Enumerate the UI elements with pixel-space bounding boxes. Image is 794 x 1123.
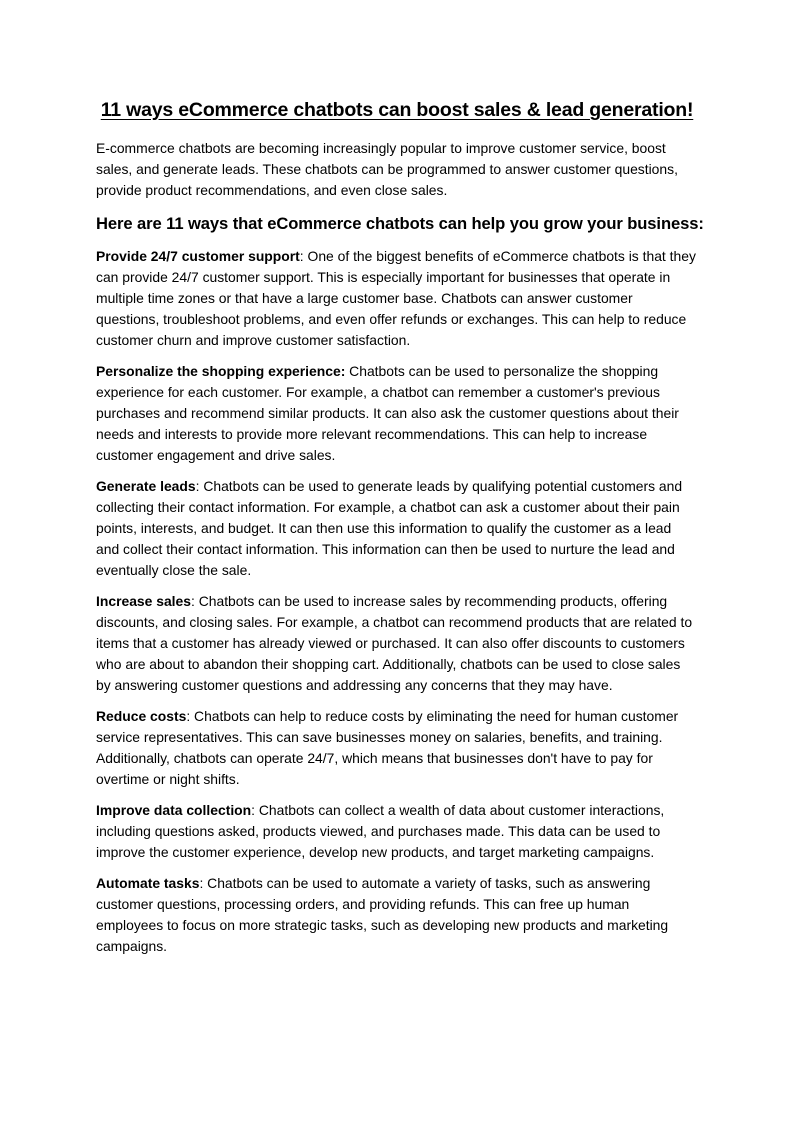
- document-title: 11 ways eCommerce chatbots can boost sales & lead generation!: [100, 99, 694, 121]
- way-paragraph-customer-support: [96, 246, 698, 351]
- way-paragraph-personalize: [96, 361, 698, 466]
- way-title: Personalize the shopping experience:: [96, 363, 346, 379]
- way-text: : Chatbots can be used to generate leads by qualifying potential customers and collecting their contact information. For example, a chatbot can ask a customer about their pain points, interests, and budget. It can then use this information to qualify the customer as a lead and collect their contact information. This information can then be used to nurture the lead and eventually close the sale.: [96, 478, 683, 578]
- way-title: Automate tasks: [96, 875, 200, 891]
- section-heading: Here are 11 ways that eCommerce chatbots can help you grow your business:: [96, 214, 704, 233]
- intro-paragraph: E-commerce chatbots are becoming increasingly popular to improve customer service, boost sales, and generate leads. These chatbots can be programmed to answer customer questions, provide product recommendations, and even close sales.: [96, 140, 678, 198]
- way-text: : Chatbots can collect a wealth of data about customer interactions, including questions asked, products viewed, and purchases made. This data can be used to improve the customer experience, develop new products, and target marketing campaigns.: [96, 802, 665, 860]
- way-text: : Chatbots can be used to increase sales by recommending products, offering discounts, and closing sales. For example, a chatbot can recommend products that are related to items that a customer has already viewed or purchased. It can also offer discounts to customers who are about to abandon their shopping cart. Additionally, chatbots can be used to close sales by answering customer questions and addressing any concerns that they may have.: [96, 593, 693, 693]
- way-text: : One of the biggest benefits of eCommerce chatbots is that they can provide 24/7 customer support. This is especially important for businesses that operate in multiple time zones or that have a large customer base. Chatbots can answer customer questions, troubleshoot problems, and even offer refunds or exchanges. This can help to reduce customer churn and improve customer satisfaction.: [96, 248, 696, 348]
- way-title: Provide 24/7 customer support: [96, 248, 300, 264]
- way-text: : Chatbots can help to reduce costs by eliminating the need for human customer service representatives. This can save businesses money on salaries, benefits, and training. Additionally, chatbots can operate 24/7, which means that businesses don't have to pay for overtime or night shifts.: [96, 708, 679, 787]
- way-text: : Chatbots can be used to automate a variety of tasks, such as answering customer questions, processing orders, and providing refunds. This can free up human employees to focus on more strategic tasks, such as developing new products and marketing campaigns.: [96, 875, 669, 954]
- way-title: Generate leads: [96, 478, 196, 494]
- way-title: Reduce costs: [96, 708, 187, 724]
- way-paragraph-automate-tasks: [96, 873, 698, 957]
- way-paragraph-increase-sales: [96, 591, 698, 696]
- way-title: Improve data collection: [96, 802, 252, 818]
- way-paragraph-generate-leads: [96, 476, 698, 581]
- way-title: Increase sales: [96, 593, 191, 609]
- way-paragraph-reduce-costs: [96, 706, 698, 790]
- way-paragraph-data-collection: [96, 800, 698, 863]
- document-body: [96, 98, 704, 967]
- way-text: Chatbots can be used to personalize the shopping experience for each customer. For example, a chatbot can remember a customer's previous purchases and recommend similar products. It can also ask the customer questions about their needs and interests to provide more relevant recommendations. This can help to increase customer engagement and drive sales.: [96, 363, 679, 463]
